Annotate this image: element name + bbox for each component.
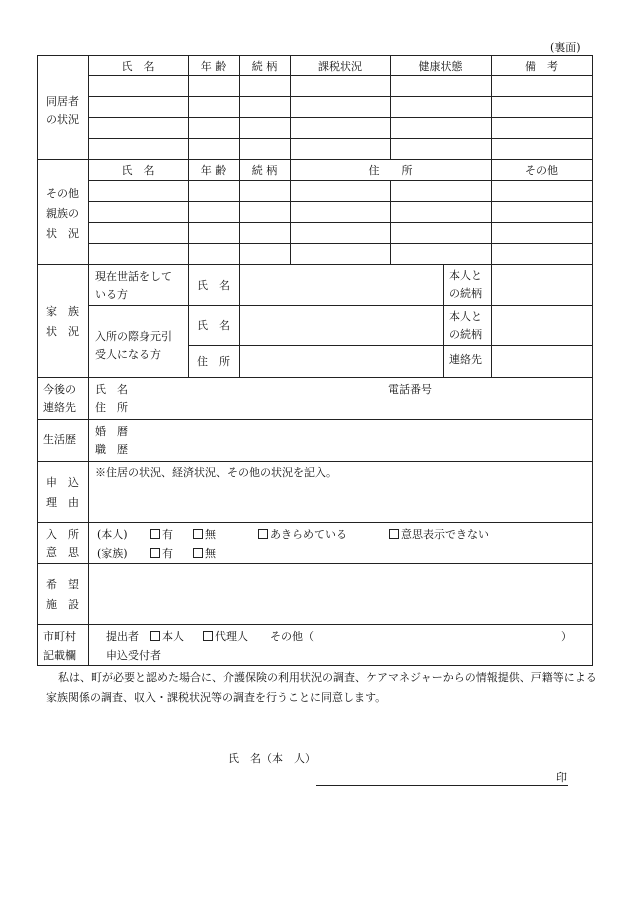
intention-self-label: (本人) <box>97 528 128 541</box>
checkbox[interactable] <box>258 529 268 539</box>
checkbox[interactable] <box>150 529 160 539</box>
intention-self-giving-up[interactable]: あきらめている <box>258 528 347 541</box>
col-header-age: 年 齢 <box>200 60 227 73</box>
col-header-address: 住 所 <box>368 164 413 177</box>
consent-text-2: 家族関係の調査、収入・課税状況等の調査を行うことに同意します。 <box>46 691 387 704</box>
guarantor-address-label: 住 所 <box>197 355 230 368</box>
guarantor-relation-label-2: の続柄 <box>449 328 482 341</box>
intention-label: 入 所 <box>46 528 79 541</box>
caregiver-relation-label-2: の続柄 <box>449 287 482 300</box>
page-side-label: (裏面) <box>550 41 581 54</box>
future-contact-label: 今後の <box>43 383 76 396</box>
col-header-tax-status: 課税状況 <box>318 60 362 73</box>
cohabitants-label-2: の状況 <box>46 113 79 126</box>
submitter-self[interactable]: 本人 <box>150 630 184 643</box>
future-contact-label-2: 連絡先 <box>43 401 76 414</box>
checkbox[interactable] <box>389 529 399 539</box>
intention-self-no[interactable]: 無 <box>193 528 216 541</box>
consent-text: 私は、町が必要と認めた場合に、介護保険の利用状況の調査、ケアマネジャーからの情報提供、戸籍等による <box>58 671 597 684</box>
checkbox[interactable] <box>150 631 160 641</box>
marriage-label: 婚 暦 <box>95 425 128 438</box>
municipal-label: 市町村 <box>43 630 76 643</box>
submitter-other: その他（ <box>270 630 314 643</box>
guarantor-label-2: 受人になる方 <box>95 348 161 361</box>
signature-label: 氏 名（本 人） <box>228 752 316 765</box>
life-history-label: 生活歴 <box>43 433 76 446</box>
receiver-label: 申込受付者 <box>106 649 161 662</box>
other-relatives-label: その他 <box>46 187 79 200</box>
intention-family-yes[interactable]: 有 <box>150 547 173 560</box>
desired-facility-label-2: 施 設 <box>46 598 79 611</box>
phone-label: 電話番号 <box>388 383 432 396</box>
guarantor-name-label: 氏 名 <box>197 319 230 332</box>
reason-label-2: 理 由 <box>46 496 79 509</box>
intention-self-cannot-express[interactable]: 意思表示できない <box>389 528 489 541</box>
family-label-2: 状 況 <box>46 325 79 338</box>
submitter-agent[interactable]: 代理人 <box>203 630 248 643</box>
intention-self-yes[interactable]: 有 <box>150 528 173 541</box>
future-contact-name-label: 氏 名 <box>95 383 128 396</box>
submitter-label: 提出者 <box>106 630 139 643</box>
submitter-other-close: ） <box>561 630 572 643</box>
caregiver-label: 現在世話をして <box>95 270 172 283</box>
other-relatives-label-2: 親族の <box>46 207 79 220</box>
signature-line[interactable] <box>316 785 568 786</box>
col-header-age: 年 齢 <box>200 164 227 177</box>
guarantor-relation-label: 本人と <box>449 310 482 323</box>
career-label: 職 歴 <box>95 443 128 456</box>
guarantor-label: 入所の際身元引 <box>95 330 172 343</box>
desired-facility-label: 希 望 <box>46 578 79 591</box>
checkbox[interactable] <box>150 548 160 558</box>
intention-family-label: (家族) <box>97 547 128 560</box>
col-header-name: 氏 名 <box>121 60 155 73</box>
checkbox[interactable] <box>193 548 203 558</box>
caregiver-label-2: いる方 <box>95 288 128 301</box>
col-header-name: 氏 名 <box>121 164 155 177</box>
intention-label-2: 意 思 <box>46 546 79 559</box>
contact-label: 連絡先 <box>449 353 482 366</box>
cohabitants-label: 同居者 <box>46 95 79 108</box>
col-header-relation: 続 柄 <box>251 60 278 73</box>
checkbox[interactable] <box>193 529 203 539</box>
reason-label: 申 込 <box>46 476 79 489</box>
intention-family-no[interactable]: 無 <box>193 547 216 560</box>
municipal-label-2: 記載欄 <box>43 649 76 662</box>
col-header-other: その他 <box>525 164 558 177</box>
family-label: 家 族 <box>46 305 79 318</box>
caregiver-name-label: 氏 名 <box>197 279 230 292</box>
col-header-relation: 続 柄 <box>251 164 278 177</box>
checkbox[interactable] <box>203 631 213 641</box>
col-header-health: 健康状態 <box>418 60 463 73</box>
col-header-remarks: 備 考 <box>525 60 558 73</box>
reason-note: ※住居の状況、経済状況、その他の状況を記入。 <box>95 466 337 479</box>
seal-mark: 印 <box>556 771 567 784</box>
future-contact-address-label: 住 所 <box>95 401 128 414</box>
other-relatives-label-3: 状 況 <box>46 227 79 240</box>
caregiver-relation-label: 本人と <box>449 269 482 282</box>
